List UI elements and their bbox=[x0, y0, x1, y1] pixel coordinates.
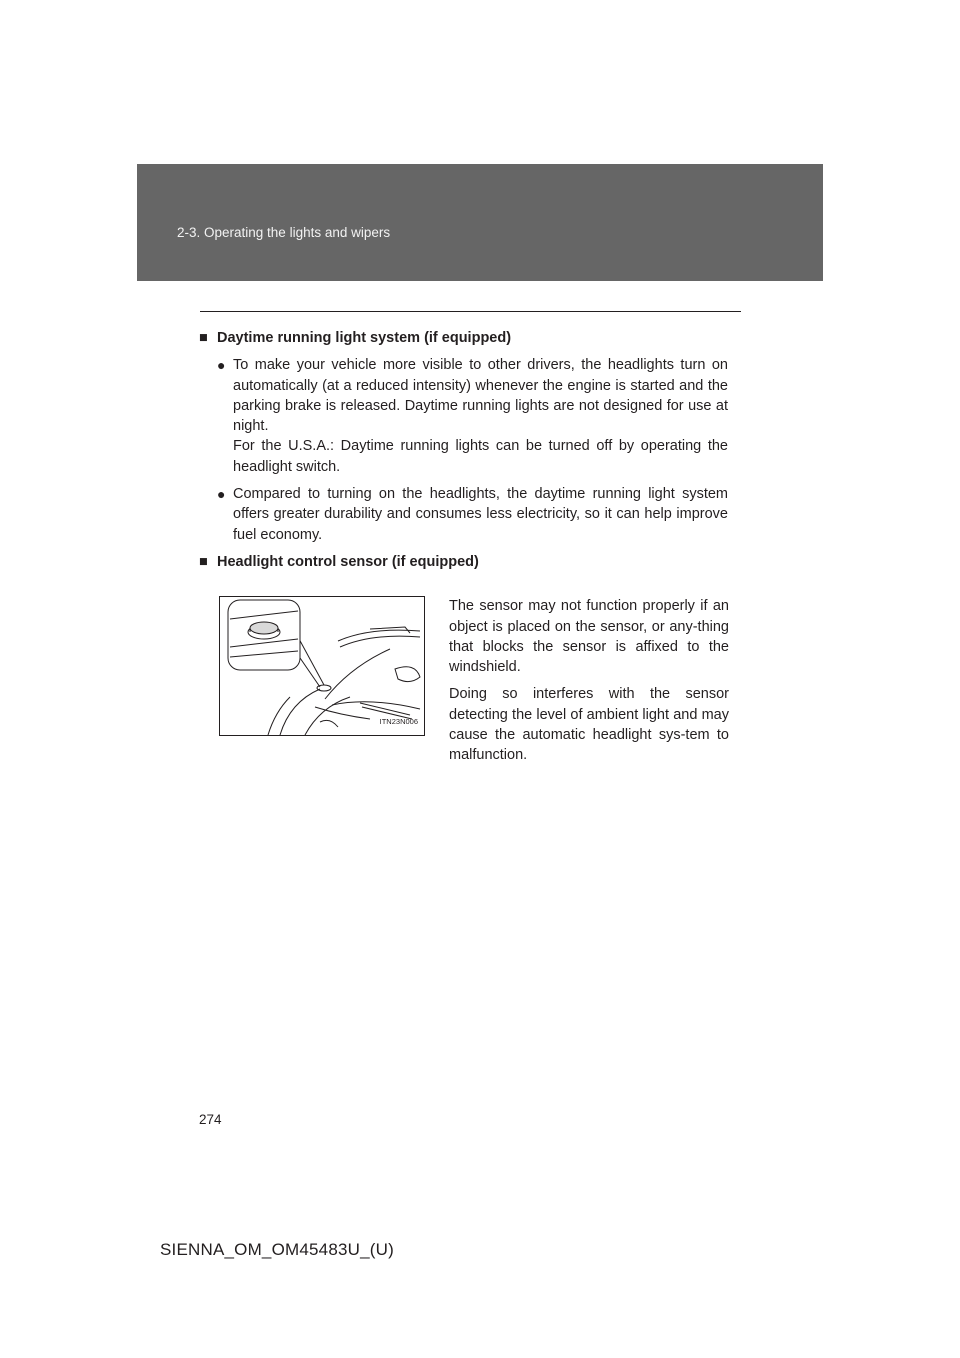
heading-text: Headlight control sensor (if equipped) bbox=[217, 553, 479, 570]
round-bullet-icon: ● bbox=[217, 357, 226, 374]
sensor-paragraph: The sensor may not function properly if an object is placed on the sensor, or any-thing that blocks the sensor is affixed to the windshield. bbox=[449, 598, 729, 676]
page-content bbox=[199, 328, 729, 764]
heading-text: Daytime running light system (if equipped) bbox=[217, 330, 512, 346]
round-bullet-icon: ● bbox=[217, 486, 226, 503]
sensor-paragraph: Doing so interferes with the sensor detecting the level of ambient light and may cause the automatic headlight sys-tem to malfunction. bbox=[449, 686, 729, 764]
sensor-figure-block bbox=[199, 580, 729, 764]
figure-code: ITN23N006 bbox=[379, 716, 418, 726]
bullet-paragraph: To make your vehicle more visible to other drivers, the headlights turn on automatically (at a reduced intensity) whenever the engine is started and the parking brake is released. Daytime running lights are not designed for use at night. bbox=[233, 357, 728, 435]
square-bullet-icon: ■ bbox=[199, 330, 208, 346]
daytime-running-light-heading bbox=[199, 328, 728, 348]
document-code: SIENNA_OM_OM45483U_(U) bbox=[160, 1240, 394, 1259]
bullet-paragraph: Compared to turning on the headlights, the daytime running light system offers greater durability and consumes less electricity, so it can help improve fuel economy. bbox=[233, 486, 728, 543]
header-band bbox=[137, 164, 823, 281]
header-rule bbox=[200, 311, 741, 312]
bullet-item bbox=[199, 484, 728, 545]
bullet-item bbox=[199, 355, 728, 477]
headlight-sensor-heading bbox=[199, 552, 728, 572]
square-bullet-icon: ■ bbox=[199, 553, 208, 570]
sensor-illustration bbox=[219, 596, 425, 736]
section-title: 2-3. Operating the lights and wipers bbox=[177, 225, 391, 240]
page-number: 274 bbox=[199, 1112, 222, 1127]
bullet-paragraph: For the U.S.A.: Daytime running lights can be turned off by operating the headlight switch. bbox=[233, 438, 728, 475]
sensor-description bbox=[449, 596, 729, 772]
